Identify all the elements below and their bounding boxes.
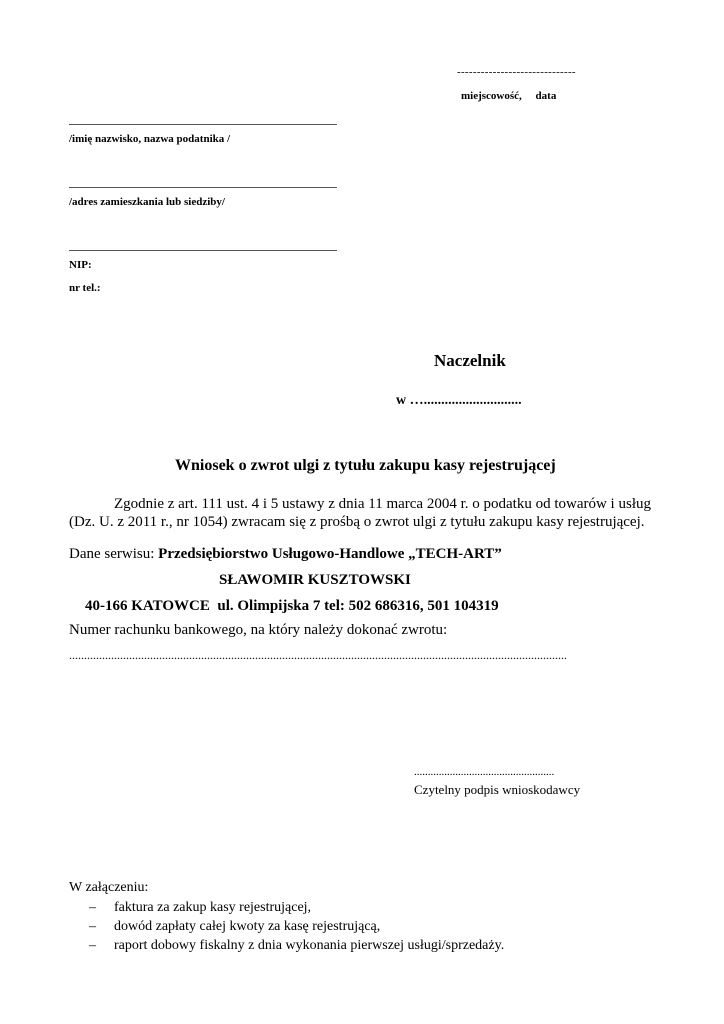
- service-line: [69, 546, 502, 563]
- phone-label: nr tel.:: [69, 282, 101, 294]
- attachment-text: dowód zapłaty całej kwoty za kasę rejestrującą,: [114, 919, 381, 934]
- nip-label: NIP:: [69, 259, 92, 271]
- signature-dots: ...................................................: [414, 766, 555, 778]
- nip-line: [69, 250, 337, 251]
- place-date-label: miejscowość, data: [461, 90, 557, 102]
- date-dashes: ------------------------------: [457, 66, 576, 78]
- list-item: [89, 938, 649, 956]
- name-line: [69, 124, 337, 125]
- account-dots: ......................................................................................................................................................................: [69, 648, 567, 662]
- service-label: Dane serwisu:: [69, 546, 159, 562]
- service-company: Przedsiębiorstwo Usługowo-Handlowe „TECH-ART”: [158, 546, 502, 562]
- address-line: [69, 187, 337, 188]
- service-owner: SŁAWOMIR KUSZTOWSKI: [219, 572, 411, 588]
- paragraph-line-2: (Dz. U. z 2011 r., nr 1054) zwracam się z prośbą o zwrot ulgi z tytułu zakupu kasy rejestrującej.: [69, 514, 645, 530]
- account-label: Numer rachunku bankowego, na który należy dokonać zwrotu:: [69, 622, 448, 638]
- paragraph-line-1: Zgodnie z art. 111 ust. 4 i 5 ustawy z dnia 11 marca 2004 r. o podatku od towarów i usług: [114, 496, 651, 512]
- attachment-text: faktura za zakup kasy rejestrującej,: [114, 900, 312, 915]
- signature-label: Czytelny podpis wnioskodawcy: [414, 782, 581, 797]
- recipient-in-line: w …............................: [396, 393, 522, 408]
- attachment-text: raport dobowy fiskalny z dnia wykonania pierwszej usługi/sprzedaży.: [114, 938, 505, 953]
- document-heading: Wniosek o zwrot ulgi z tytułu zakupu kasy rejestrującej: [175, 457, 556, 474]
- address-label: /adres zamieszkania lub siedziby/: [69, 196, 225, 208]
- list-item: [89, 900, 589, 918]
- recipient-title: Naczelnik: [434, 351, 506, 370]
- dash-bullet: –: [89, 900, 96, 915]
- list-item: [89, 919, 589, 937]
- dash-bullet: –: [89, 919, 96, 934]
- name-label: /imię nazwisko, nazwa podatnika /: [69, 133, 231, 145]
- attachments-label: W załączeniu:: [69, 880, 149, 895]
- service-address: 40-166 KATOWCE ul. Olimpijska 7 tel: 502 686316, 501 104319: [85, 598, 499, 614]
- dash-bullet: –: [89, 938, 96, 953]
